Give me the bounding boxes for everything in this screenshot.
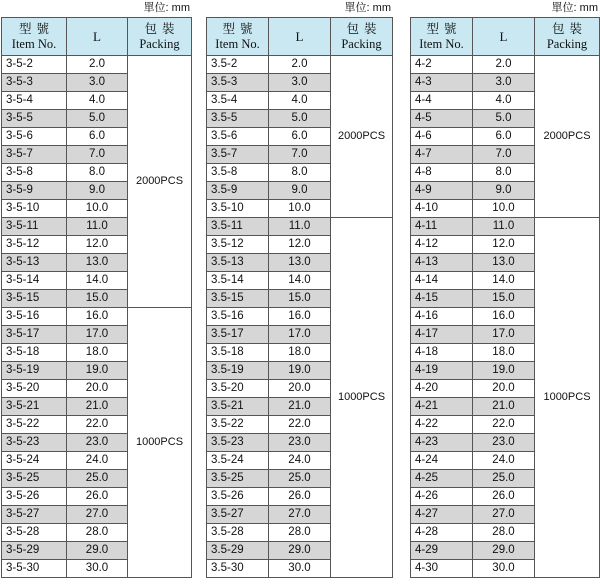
length-cell: 16.0 — [67, 308, 128, 326]
length-cell: 5.0 — [473, 110, 535, 128]
length-cell: 19.0 — [473, 362, 535, 380]
table-row — [2, 56, 192, 74]
item-no-cell: 3-5-23 — [2, 434, 67, 452]
length-cell: 10.0 — [473, 200, 535, 218]
length-cell: 19.0 — [67, 362, 128, 380]
item-no-cell: 3.5-19 — [207, 362, 269, 380]
item-no-cell: 4-18 — [411, 344, 473, 362]
item-no-cell: 4-16 — [411, 308, 473, 326]
item-no-cell: 3-5-3 — [2, 74, 67, 92]
item-no-cell: 4-25 — [411, 470, 473, 488]
length-cell: 9.0 — [67, 182, 128, 200]
item-no-cell: 4-7 — [411, 146, 473, 164]
item-no-cell: 3-5-8 — [2, 164, 67, 182]
length-cell: 7.0 — [67, 146, 128, 164]
length-cell: 17.0 — [269, 326, 331, 344]
item-no-cell: 3-5-26 — [2, 488, 67, 506]
item-no-cell: 3-5-4 — [2, 92, 67, 110]
length-cell: 22.0 — [269, 416, 331, 434]
unit-label: 單位: mm — [143, 2, 190, 14]
length-cell: 3.0 — [269, 74, 331, 92]
unit-label: 單位: mm — [551, 2, 598, 14]
length-cell: 17.0 — [473, 326, 535, 344]
item-no-cell: 3.5-28 — [207, 524, 269, 542]
spec-table-3.5 — [206, 0, 392, 578]
item-no-cell: 4-21 — [411, 398, 473, 416]
item-no-cell: 4-17 — [411, 326, 473, 344]
length-cell: 29.0 — [269, 542, 331, 560]
length-cell: 13.0 — [67, 254, 128, 272]
item-no-cell: 4-4 — [411, 92, 473, 110]
item-no-cell: 3.5-11 — [207, 218, 269, 236]
length-cell: 16.0 — [473, 308, 535, 326]
length-cell: 3.0 — [67, 74, 128, 92]
item-no-cell: 3-5-11 — [2, 218, 67, 236]
length-cell: 27.0 — [473, 506, 535, 524]
table-row — [2, 308, 192, 326]
length-cell: 24.0 — [269, 452, 331, 470]
item-no-cell: 4-19 — [411, 362, 473, 380]
header-length: L — [269, 18, 331, 56]
packing-cell: 2000PCS — [128, 56, 192, 308]
length-cell: 12.0 — [269, 236, 331, 254]
item-no-cell: 4-26 — [411, 488, 473, 506]
item-no-cell: 3.5-10 — [207, 200, 269, 218]
table-row — [411, 56, 600, 74]
header-length: L — [473, 18, 535, 56]
item-no-cell: 4-29 — [411, 542, 473, 560]
item-no-cell: 4-2 — [411, 56, 473, 74]
item-no-cell: 3.5-20 — [207, 380, 269, 398]
item-no-cell: 4-6 — [411, 128, 473, 146]
item-no-cell: 3.5-26 — [207, 488, 269, 506]
item-no-cell: 3-5-14 — [2, 272, 67, 290]
table-row — [411, 218, 600, 236]
item-no-cell: 3-5-9 — [2, 182, 67, 200]
length-cell: 2.0 — [67, 56, 128, 74]
packing-cell: 1000PCS — [331, 218, 393, 578]
item-no-cell: 3-5-12 — [2, 236, 67, 254]
item-no-cell: 3-5-16 — [2, 308, 67, 326]
packing-cell: 1000PCS — [535, 218, 600, 578]
item-no-cell: 3-5-6 — [2, 128, 67, 146]
header-row — [207, 18, 393, 56]
length-cell: 27.0 — [67, 506, 128, 524]
length-cell: 18.0 — [67, 344, 128, 362]
item-no-cell: 3-5-19 — [2, 362, 67, 380]
item-no-cell: 3.5-30 — [207, 560, 269, 578]
item-no-cell: 4-11 — [411, 218, 473, 236]
length-cell: 25.0 — [269, 470, 331, 488]
item-no-cell: 3-5-25 — [2, 470, 67, 488]
length-cell: 6.0 — [67, 128, 128, 146]
item-no-cell: 4-8 — [411, 164, 473, 182]
item-no-cell: 4-14 — [411, 272, 473, 290]
length-cell: 11.0 — [473, 218, 535, 236]
item-no-cell: 3.5-13 — [207, 254, 269, 272]
length-cell: 18.0 — [269, 344, 331, 362]
length-cell: 20.0 — [473, 380, 535, 398]
item-no-cell: 4-27 — [411, 506, 473, 524]
item-no-cell: 3.5-17 — [207, 326, 269, 344]
length-cell: 10.0 — [269, 200, 331, 218]
item-no-cell: 4-9 — [411, 182, 473, 200]
length-cell: 26.0 — [269, 488, 331, 506]
item-no-cell: 3.5-23 — [207, 434, 269, 452]
length-cell: 8.0 — [473, 164, 535, 182]
item-no-cell: 4-15 — [411, 290, 473, 308]
length-cell: 11.0 — [67, 218, 128, 236]
item-no-cell: 4-28 — [411, 524, 473, 542]
length-cell: 23.0 — [67, 434, 128, 452]
item-no-cell: 3.5-24 — [207, 452, 269, 470]
length-cell: 15.0 — [269, 290, 331, 308]
length-cell: 18.0 — [473, 344, 535, 362]
length-cell: 12.0 — [473, 236, 535, 254]
item-no-cell: 3-5-20 — [2, 380, 67, 398]
header-item-no: 型號 Item No. — [207, 18, 269, 56]
length-cell: 19.0 — [269, 362, 331, 380]
item-no-cell: 3-5-15 — [2, 290, 67, 308]
item-no-cell: 3-5-28 — [2, 524, 67, 542]
length-cell: 2.0 — [269, 56, 331, 74]
item-no-cell: 3-5-18 — [2, 344, 67, 362]
item-no-cell: 3.5-9 — [207, 182, 269, 200]
table-row — [207, 218, 393, 236]
item-no-cell: 4-30 — [411, 560, 473, 578]
item-no-cell: 3.5-4 — [207, 92, 269, 110]
item-no-cell: 3-5-24 — [2, 452, 67, 470]
item-no-cell: 3-5-7 — [2, 146, 67, 164]
table-row — [207, 56, 393, 74]
length-cell: 30.0 — [473, 560, 535, 578]
item-no-cell: 3.5-29 — [207, 542, 269, 560]
length-cell: 21.0 — [269, 398, 331, 416]
item-no-cell: 3.5-18 — [207, 344, 269, 362]
header-item-no: 型號 Item No. — [2, 18, 67, 56]
item-no-cell: 4-13 — [411, 254, 473, 272]
item-no-cell: 3.5-27 — [207, 506, 269, 524]
length-cell: 21.0 — [473, 398, 535, 416]
length-cell: 28.0 — [269, 524, 331, 542]
packing-cell: 2000PCS — [535, 56, 600, 218]
item-no-cell: 3.5-2 — [207, 56, 269, 74]
length-cell: 21.0 — [67, 398, 128, 416]
length-cell: 12.0 — [67, 236, 128, 254]
length-cell: 14.0 — [473, 272, 535, 290]
length-cell: 28.0 — [67, 524, 128, 542]
length-cell: 14.0 — [67, 272, 128, 290]
length-cell: 3.0 — [473, 74, 535, 92]
item-no-cell: 3-5-27 — [2, 506, 67, 524]
length-cell: 26.0 — [67, 488, 128, 506]
item-no-cell: 3.5-8 — [207, 164, 269, 182]
length-cell: 22.0 — [67, 416, 128, 434]
spec-table-3-5 — [1, 0, 191, 578]
unit-label: 單位: mm — [344, 2, 391, 14]
length-cell: 22.0 — [473, 416, 535, 434]
length-cell: 30.0 — [269, 560, 331, 578]
item-no-cell: 4-12 — [411, 236, 473, 254]
length-cell: 4.0 — [269, 92, 331, 110]
spec-table-4 — [410, 0, 599, 578]
item-no-cell: 3-5-2 — [2, 56, 67, 74]
length-cell: 27.0 — [269, 506, 331, 524]
header-item-no: 型號 Item No. — [411, 18, 473, 56]
length-cell: 5.0 — [269, 110, 331, 128]
length-cell: 11.0 — [269, 218, 331, 236]
item-no-cell: 4-22 — [411, 416, 473, 434]
packing-cell: 1000PCS — [128, 308, 192, 578]
length-cell: 29.0 — [473, 542, 535, 560]
length-cell: 4.0 — [67, 92, 128, 110]
length-cell: 9.0 — [473, 182, 535, 200]
length-cell: 16.0 — [269, 308, 331, 326]
header-packing: 包裝 Packing — [128, 18, 192, 56]
length-cell: 15.0 — [67, 290, 128, 308]
item-no-cell: 3.5-3 — [207, 74, 269, 92]
length-cell: 20.0 — [67, 380, 128, 398]
length-cell: 5.0 — [67, 110, 128, 128]
item-no-cell: 3.5-16 — [207, 308, 269, 326]
header-packing: 包裝 Packing — [535, 18, 600, 56]
item-no-cell: 3-5-22 — [2, 416, 67, 434]
length-cell: 7.0 — [473, 146, 535, 164]
length-cell: 6.0 — [269, 128, 331, 146]
item-no-cell: 4-3 — [411, 74, 473, 92]
length-cell: 29.0 — [67, 542, 128, 560]
item-no-cell: 3.5-6 — [207, 128, 269, 146]
item-no-cell: 3-5-21 — [2, 398, 67, 416]
packing-cell: 2000PCS — [331, 56, 393, 218]
length-cell: 17.0 — [67, 326, 128, 344]
item-no-cell: 4-10 — [411, 200, 473, 218]
header-row — [411, 18, 600, 56]
item-no-cell: 3.5-15 — [207, 290, 269, 308]
item-no-cell: 3-5-10 — [2, 200, 67, 218]
item-no-cell: 3.5-7 — [207, 146, 269, 164]
length-cell: 4.0 — [473, 92, 535, 110]
item-no-cell: 3-5-5 — [2, 110, 67, 128]
item-no-cell: 3.5-22 — [207, 416, 269, 434]
item-no-cell: 3.5-25 — [207, 470, 269, 488]
item-no-cell: 3-5-30 — [2, 560, 67, 578]
length-cell: 25.0 — [67, 470, 128, 488]
item-no-cell: 4-5 — [411, 110, 473, 128]
length-cell: 15.0 — [473, 290, 535, 308]
length-cell: 25.0 — [473, 470, 535, 488]
item-no-cell: 3.5-5 — [207, 110, 269, 128]
item-no-cell: 3.5-21 — [207, 398, 269, 416]
length-cell: 9.0 — [269, 182, 331, 200]
length-cell: 28.0 — [473, 524, 535, 542]
length-cell: 8.0 — [67, 164, 128, 182]
length-cell: 7.0 — [269, 146, 331, 164]
length-cell: 24.0 — [67, 452, 128, 470]
length-cell: 8.0 — [269, 164, 331, 182]
header-packing: 包裝 Packing — [331, 18, 393, 56]
length-cell: 13.0 — [473, 254, 535, 272]
length-cell: 10.0 — [67, 200, 128, 218]
length-cell: 23.0 — [269, 434, 331, 452]
item-no-cell: 3-5-13 — [2, 254, 67, 272]
item-no-cell: 3-5-17 — [2, 326, 67, 344]
length-cell: 2.0 — [473, 56, 535, 74]
length-cell: 23.0 — [473, 434, 535, 452]
length-cell: 14.0 — [269, 272, 331, 290]
item-no-cell: 3-5-29 — [2, 542, 67, 560]
item-no-cell: 4-24 — [411, 452, 473, 470]
header-row — [2, 18, 192, 56]
header-length: L — [67, 18, 128, 56]
item-no-cell: 3.5-12 — [207, 236, 269, 254]
length-cell: 26.0 — [473, 488, 535, 506]
length-cell: 6.0 — [473, 128, 535, 146]
item-no-cell: 4-23 — [411, 434, 473, 452]
item-no-cell: 4-20 — [411, 380, 473, 398]
length-cell: 20.0 — [269, 380, 331, 398]
length-cell: 13.0 — [269, 254, 331, 272]
length-cell: 30.0 — [67, 560, 128, 578]
length-cell: 24.0 — [473, 452, 535, 470]
item-no-cell: 3.5-14 — [207, 272, 269, 290]
